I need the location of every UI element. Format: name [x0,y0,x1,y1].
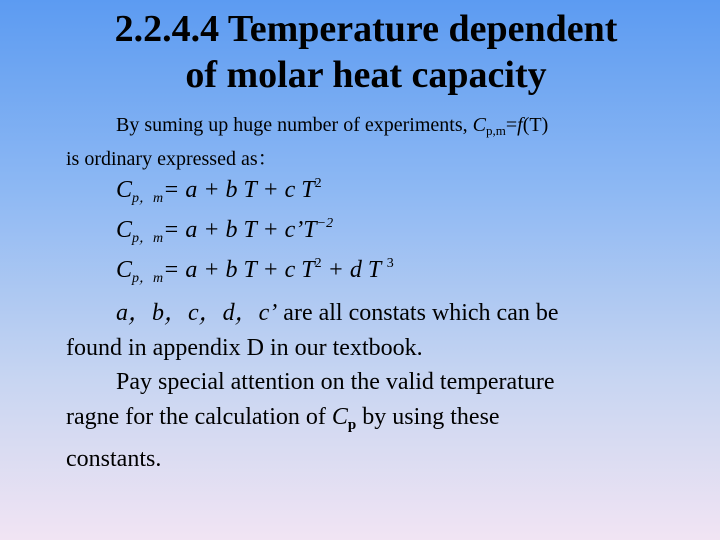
intro-line-1 [0,111,720,145]
title-line-2: of molar heat capacity [185,54,547,96]
equation-3-rhs: = a + b T + c T [163,257,315,283]
equation-2-rhs: = a + b T + c’T [163,217,317,243]
intro-function: f [517,114,523,136]
equation-3-cp: C [116,257,133,283]
equation-1-subscript: p，m [132,191,164,206]
intro-relation: = [505,114,518,136]
attention-line-2 [0,400,720,443]
intro-cp-subscript: p,m [485,123,506,138]
equation-3-subscript: p，m [132,271,164,286]
attention-line-1: Pay special attention on the valid temperature [116,369,555,395]
equation-1 [116,176,322,207]
attention-text-before: ragne for the calculation of [66,403,332,430]
equation-3 [116,256,394,287]
intro-paragraph [0,111,720,174]
intro-line-2: is ordinary expressed as： [66,148,278,170]
intro-argument: (T) [522,114,549,136]
equation-3-power-2: 3 [386,256,394,271]
equation-3-power: 2 [314,256,322,271]
constants-line-2: found in appendix D in our textbook. [66,334,423,361]
slide-title [0,6,720,98]
equation-1-cp: C [116,177,133,203]
attention-cp-subscript: p [347,416,357,433]
equation-2-power: −2 [316,216,334,231]
title-line-1: 2.2.4.4 Temperature dependent [114,8,618,50]
intro-cp-symbol: C [472,114,486,136]
attention-text-after: by using these [356,403,500,430]
equation-2-subscript: p，m [132,231,164,246]
constants-line-1 [0,296,720,331]
equation-2-cp: C [116,217,133,243]
intro-text: By suming up huge number of experiments, [116,114,473,136]
equation-2 [116,216,333,247]
attention-line-3: constants. [66,446,162,472]
notes-paragraph [0,296,720,477]
constants-text: are all constats which can be [277,300,559,326]
equation-1-power: 2 [314,176,322,191]
attention-cp-symbol: C [331,403,348,430]
equation-3-tail: + d T [321,257,387,283]
constants-symbols: a，b，c，d，c’ [116,300,278,326]
equation-1-rhs: = a + b T + c T [163,177,315,203]
